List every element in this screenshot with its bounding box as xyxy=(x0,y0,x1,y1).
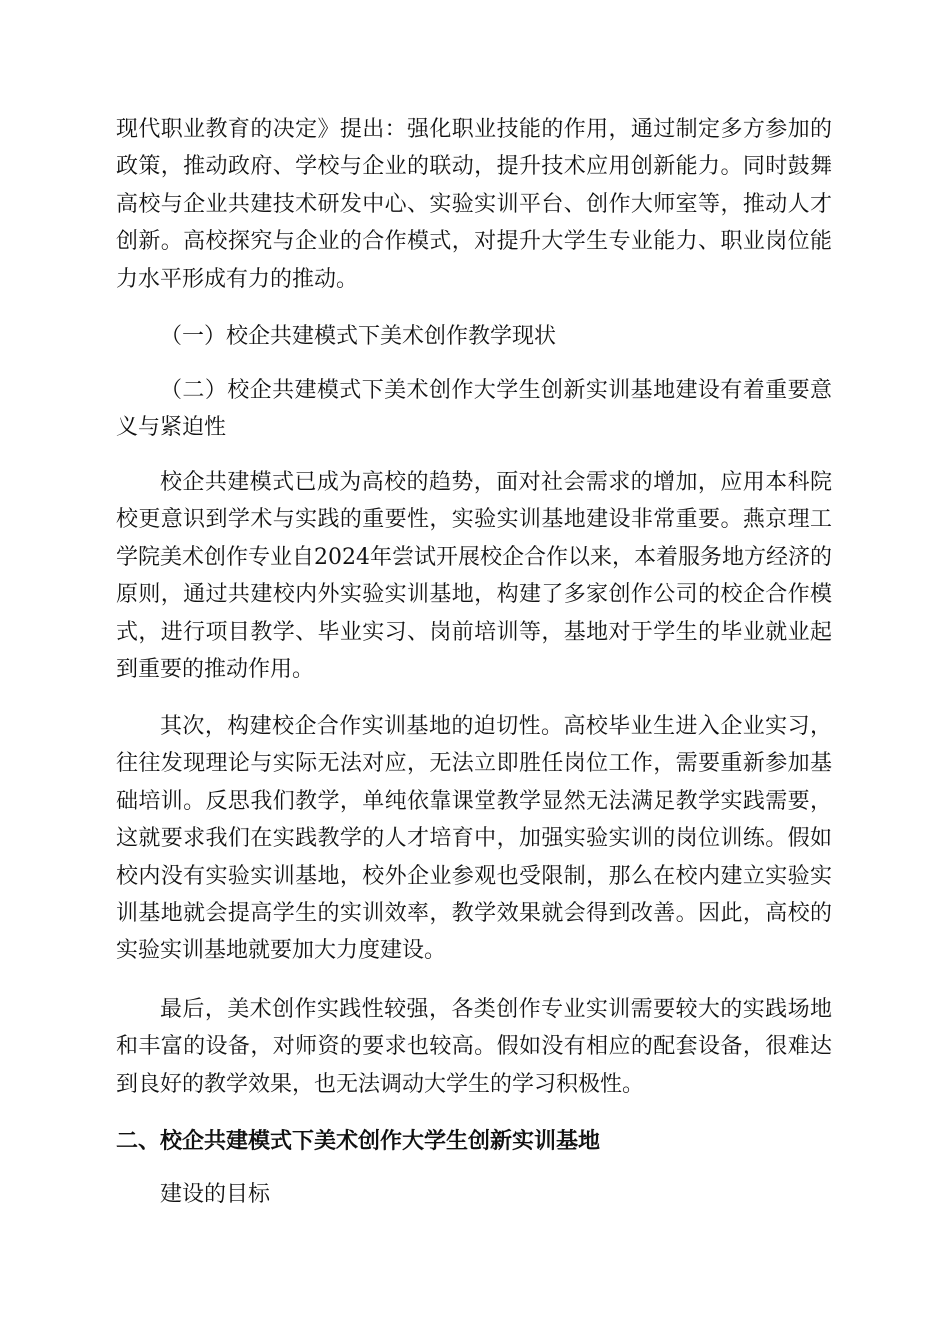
subheading-current-status: （一）校企共建模式下美术创作教学现状 xyxy=(160,324,557,349)
body-paragraph-trend: 校企共建模式已成为高校的趋势，面对社会需求的增加，应用本科院校更意识到学术与实践的重要性，实验实训基地建设非常重要。燕京理工学院美术创作专业自2024年尝试开展校企合作以来，本着服务地方经济的原则，通过共建校内外实验实训基地，构建了多家创作公司的校企合作模式，进行项目教学、毕业实习、岗前培训等，基地对于学生的毕业就业起到重要的推动作用。 xyxy=(116,470,832,683)
body-paragraph-urgency: 其次，构建校企合作实训基地的迫切性。高校毕业生进入企业实习，往往发现理论与实际无法对应，无法立即胜任岗位工作，需要重新参加基础培训。反思我们教学，单纯依靠课堂教学显然无法满足教学实践需要，这就要求我们在实践教学的人才培育中，加强实验实训的岗位训练。假如校内没有实验实训基地，校外企业参观也受限制，那么在校内建立实验实训基地就会提高学生的实训效率，教学效果就会得到改善。因此，高校的实验实训基地就要加大力度建设。 xyxy=(116,714,832,964)
section-heading-two: 二、校企共建模式下美术创作大学生创新实训基地 xyxy=(116,1128,601,1154)
subheading-significance: （二）校企共建模式下美术创作大学生创新实训基地建设有着重要意义与紧迫性 xyxy=(116,378,832,441)
body-paragraph-finally: 最后，美术创作实践性较强，各类创作专业实训需要较大的实践场地和丰富的设备，对师资的要求也较高。假如没有相应的配套设备，很难达到良好的教学效果，也无法调动大学生的学习积极性。 xyxy=(116,997,832,1097)
subheading-goals: 建设的目标 xyxy=(160,1182,271,1207)
body-paragraph-intro: 现代职业教育的决定》提出：强化职业技能的作用，通过制定多方参加的政策，推动政府、学校与企业的联动，提升技术应用创新能力。同时鼓舞高校与企业共建技术研发中心、实验实训平台、创作大师室等，推动人才创新。高校探究与企业的合作模式，对提升大学生专业能力、职业岗位能力水平形成有力的推动。 xyxy=(116,117,832,292)
